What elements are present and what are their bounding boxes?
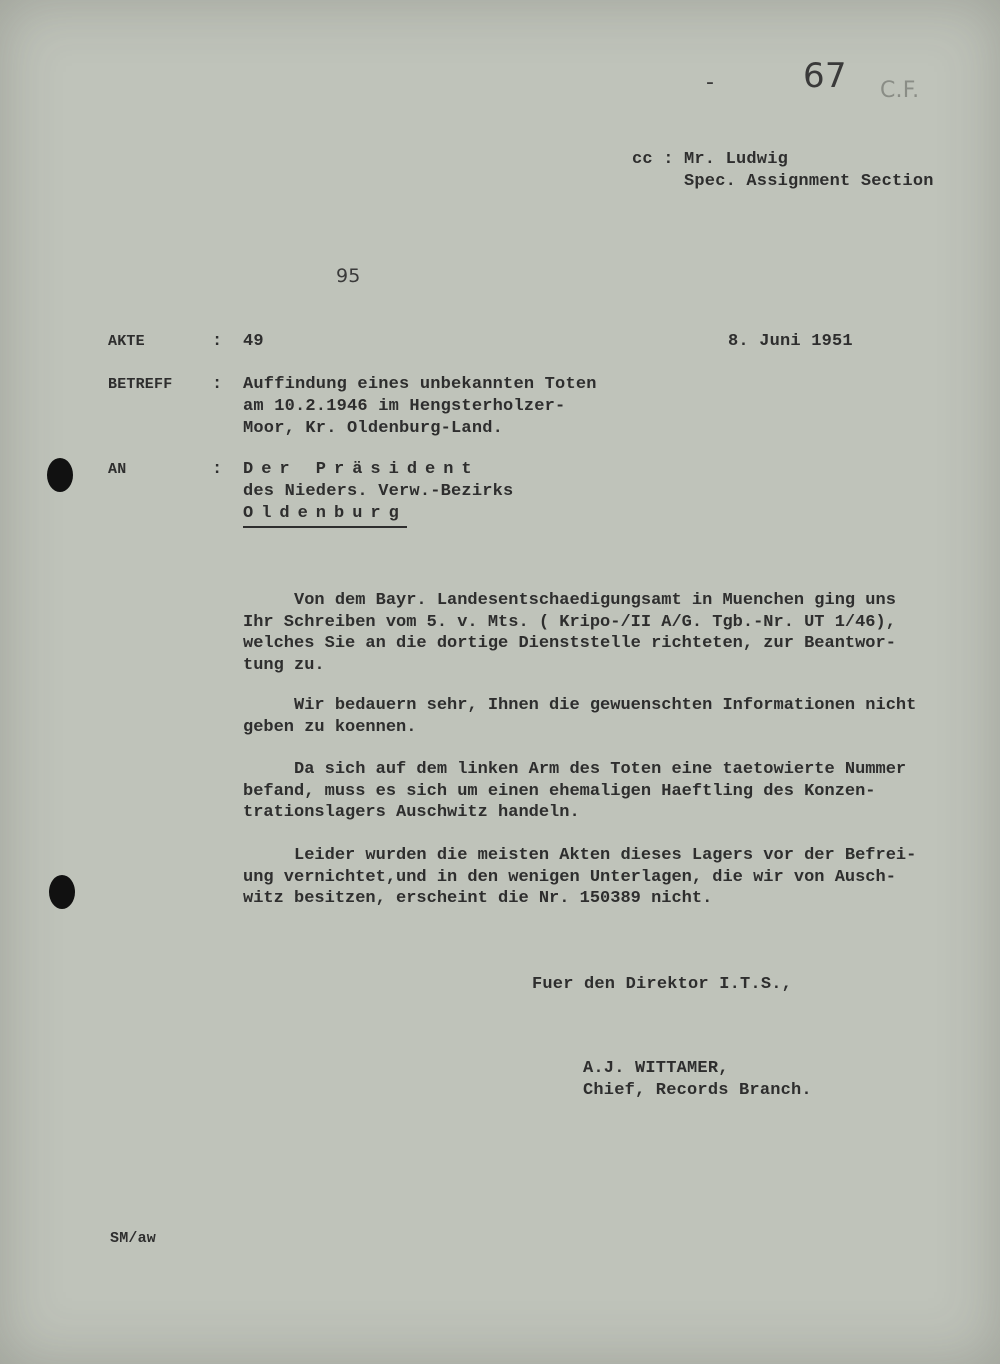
punch-hole-bottom [49,875,75,909]
recipient-city: Oldenburg [243,503,407,528]
an-label: AN [108,461,127,478]
body-paragraph: Da sich auf dem linken Arm des Toten eine taetowierte Nummer befand, muss es sich um einen ehemaligen Haeftling des Konzen- trationslagers Auschwitz handeln. [243,760,907,822]
betreff-separator: : [212,375,223,394]
file-number: 95 [336,265,361,287]
betreff-line: am 10.2.1946 im Hengsterholzer- [243,397,566,416]
reference-initials: SM/aw [110,1230,157,1247]
cc-section: Spec. Assignment Section [684,172,934,191]
recipient-title: Der Präsident [243,460,480,479]
body-paragraph: Leider wurden die meisten Akten dieses Lagers vor der Befrei- ung vernichtet,und in den wenigen Unterlagen, die wir von Ausch- witz besitzen, erscheint die Nr. 150389 nicht. [243,846,917,908]
header-dash: - [706,70,715,95]
letter-date: 8. Juni 1951 [728,332,853,351]
an-separator: : [212,460,223,479]
betreff-line: Auffindung eines unbekannten Toten [243,375,597,394]
body-paragraph: Von dem Bayr. Landesentschaedigungsamt in Muenchen ging uns Ihr Schreiben vom 5. v. Mts. ( Kripo-/II A/G. Tgb.-Nr. UT 1/46), welches Sie an die dortige Dienststelle richteten, zur Beantwor- tung zu. [243,591,896,675]
betreff-label: BETREFF [108,376,173,393]
handwritten-initials: C.F. [880,78,920,103]
signer-title: Chief, Records Branch. [583,1081,812,1100]
body-paragraph: Wir bedauern sehr, Ihnen die gewuenschten Informationen nicht geben zu koennen. [243,696,917,737]
akte-value: 49 [243,332,264,351]
punch-hole-top [47,458,73,492]
cc-label: cc : [632,150,674,169]
recipient-authority: des Nieders. Verw.-Bezirks [243,482,514,501]
page-number: 67 [803,56,847,96]
cc-name: Mr. Ludwig [684,150,789,169]
akte-label: AKTE [108,333,145,350]
akte-separator: : [212,332,223,351]
closing-for-line: Fuer den Direktor I.T.S., [532,975,793,994]
signer-name: A.J. WITTAMER, [583,1059,729,1078]
betreff-line: Moor, Kr. Oldenburg-Land. [243,419,504,438]
